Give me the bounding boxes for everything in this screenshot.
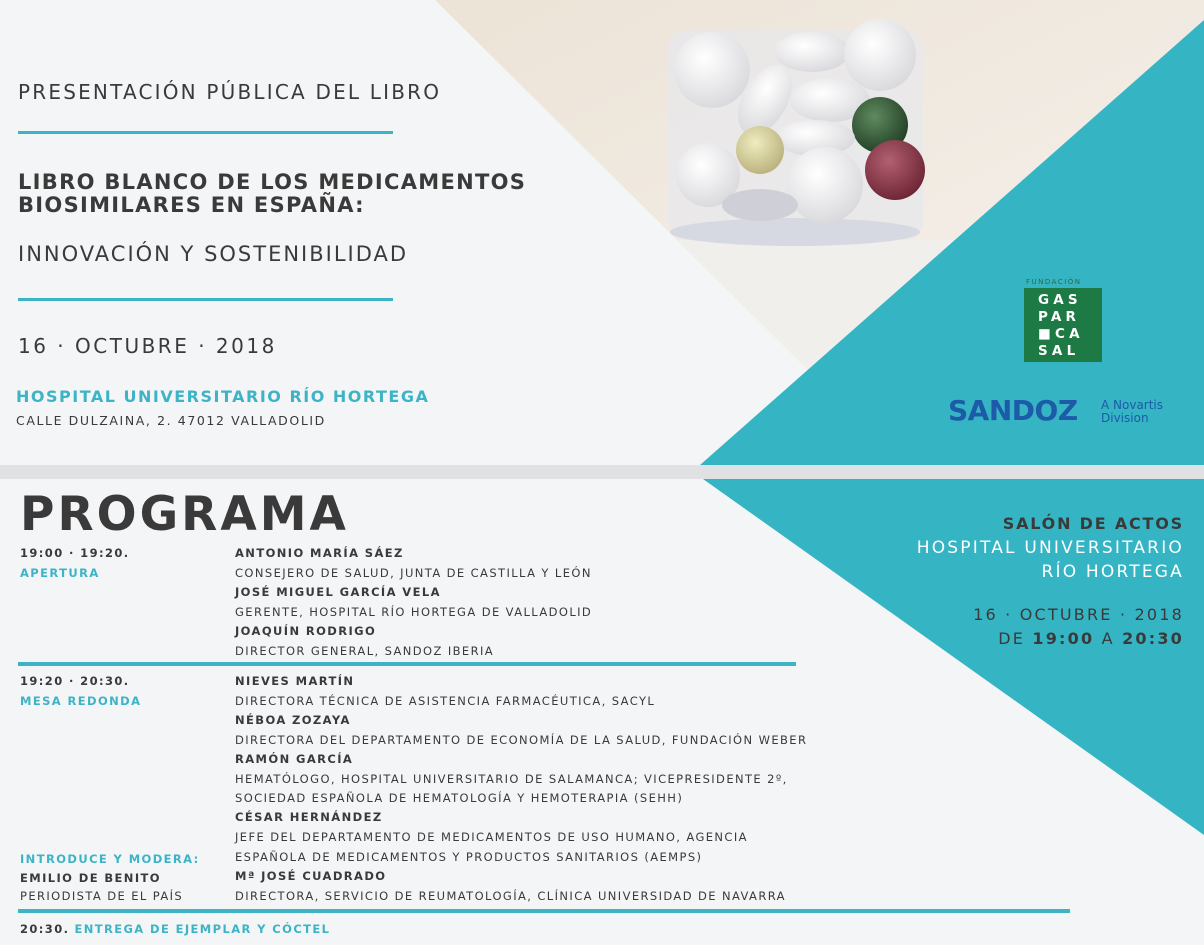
venue-time [998,629,1184,648]
venue-salon: SALÓN DE ACTOS [1002,514,1184,533]
speaker-name: RAMÓN GARCÍA [235,752,354,766]
presentation-label: PRESENTACIÓN PÚBLICA DEL LIBRO [18,80,442,104]
logo-line: SAL [1038,343,1080,359]
logo-line: ■CA [1038,326,1084,342]
speaker-name: NÉBOA ZOZAYA [235,713,351,727]
section-rule [18,909,1070,913]
hospital-address: CALLE DULZAINA, 2. 47012 VALLADOLID [16,413,326,428]
event-date: 16 · OCTUBRE · 2018 [18,334,277,358]
speaker-role: DIRECTOR GENERAL, SANDOZ IBERIA [235,644,495,658]
novartis-label [1101,399,1163,425]
venue-hospital-line2: RÍO HORTEGA [1041,562,1184,582]
moderator-role: PERIODISTA DE EL PAÍS [20,889,184,903]
speaker-role: DIRECTORA, SERVICIO DE REUMATOLOGÍA, CLÍNICA UNIVERSIDAD DE NAVARRA [235,889,786,903]
speaker-role: DIRECTORA TÉCNICA DE ASISTENCIA FARMACÉUTICA, SACYL [235,694,656,708]
fundacion-label: FUNDACIÓN [1026,278,1082,286]
logo-line: GAS [1038,292,1082,308]
novartis-line2: Division [1101,411,1149,425]
section-separator [0,465,1204,479]
time-end: 20:30 [1122,629,1184,648]
time-mid: A [1101,629,1115,648]
time-start: 19:00 [1032,629,1095,648]
mesa-label: MESA REDONDA [20,694,142,708]
closing-label: ENTREGA DE EJEMPLAR Y CÓCTEL [74,922,331,936]
divider-line [18,131,393,134]
speaker-role: GERENTE, HOSPITAL RÍO HORTEGA DE VALLADOLID [235,605,593,619]
mesa-time: 19:20 · 20:30. [20,674,130,688]
closing-time: 20:30. [20,922,70,936]
divider-line [18,298,393,301]
sandoz-logo: SANDOZ [948,394,1078,427]
venue-date: 16 · OCTUBRE · 2018 [973,605,1184,624]
program-title: PROGRAMA [20,487,349,542]
hospital-name: HOSPITAL UNIVERSITARIO RÍO HORTEGA [16,387,430,406]
program-section [0,479,1204,945]
speaker-name: Mª JOSÉ CUADRADO [235,869,387,883]
book-title [18,171,526,217]
book-subtitle: INNOVACIÓN Y SOSTENIBILIDAD [18,242,409,266]
speaker-name: CÉSAR HERNÁNDEZ [235,810,383,824]
section-rule [18,662,796,666]
speaker-role: CONSEJERO DE SALUD, JUNTA DE CASTILLA Y LEÓN [235,566,592,580]
book-title-line2: BIOSIMILARES EN ESPAÑA: [18,193,365,217]
gaspar-casal-logo [1024,288,1102,362]
speaker-role: DIRECTORA DEL DEPARTAMENTO DE ECONOMÍA DE LA SALUD, FUNDACIÓN WEBER [235,733,808,747]
speaker-role: HEMATÓLOGO, HOSPITAL UNIVERSITARIO DE SALAMANCA; VICEPRESIDENTE 2º, [235,772,788,786]
speaker-role: SOCIEDAD ESPAÑOLA DE HEMATOLOGÍA Y HEMOTERAPIA (SEHH) [235,791,684,805]
speaker-role: ESPAÑOLA DE MEDICAMENTOS Y PRODUCTOS SANITARIOS (AEMPS) [235,850,703,864]
apertura-label: APERTURA [20,566,100,580]
moderator-label: INTRODUCE Y MODERA: [20,852,200,866]
closing-line [20,922,330,936]
venue-hospital-line1: HOSPITAL UNIVERSITARIO [916,538,1184,558]
speaker-name: JOSÉ MIGUEL GARCÍA VELA [235,585,441,599]
header-section [0,0,1204,465]
logo-line: PAR [1038,309,1081,325]
apertura-time: 19:00 · 19:20. [20,546,130,560]
moderator-name: EMILIO DE BENITO [20,871,161,885]
speaker-name: ANTONIO MARÍA SÁEZ [235,546,404,560]
book-title-line1: LIBRO BLANCO DE LOS MEDICAMENTOS [18,170,527,194]
speaker-role: JEFE DEL DEPARTAMENTO DE MEDICAMENTOS DE USO HUMANO, AGENCIA [235,830,748,844]
novartis-line1: A Novartis [1101,398,1164,412]
time-prefix: DE [998,629,1026,648]
speaker-name: NIEVES MARTÍN [235,674,355,688]
speaker-name: JOAQUÍN RODRIGO [235,624,377,638]
